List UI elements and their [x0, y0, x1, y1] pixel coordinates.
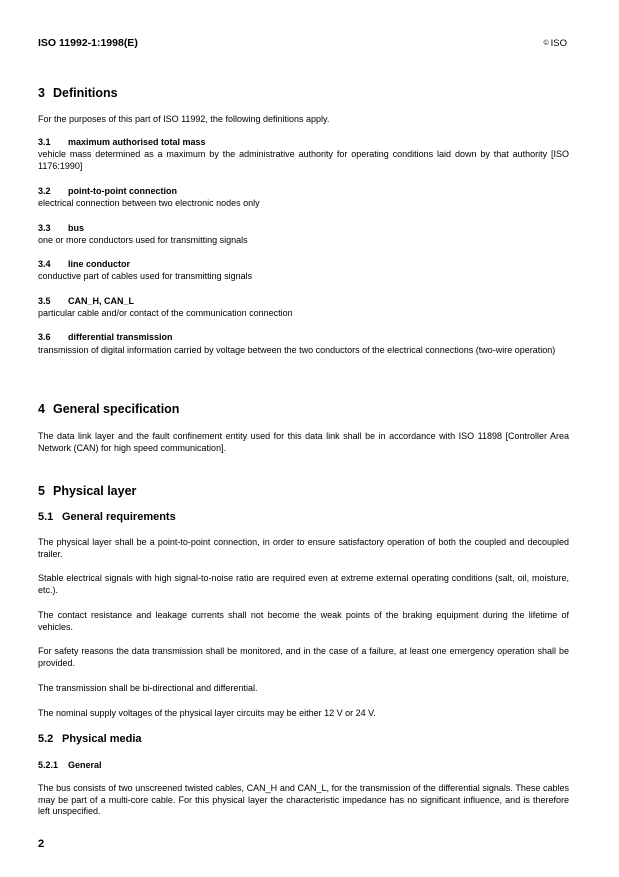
section-3-heading: [38, 86, 118, 100]
term-number: 3.6: [38, 332, 51, 342]
term-name: CAN_H, CAN_L: [68, 296, 135, 306]
copyright-holder: ISO: [550, 38, 567, 49]
section-title: General specification: [53, 402, 180, 416]
term-3-5: [38, 296, 134, 307]
term-3-1-definition: vehicle mass determined as a maximum by the administrative authority for operating conditions laid down by that authority [ISO 1176:1990]: [38, 149, 569, 171]
section-5-2-1-body: The bus consists of two unscreened twisted cables, CAN_H and CAN_L, for the transmission of the differential signals. These cables may be part of a multi-core cable. For this physical layer the characteristic impedance has no significant influence, and is therefore left unspecified.: [38, 783, 569, 817]
section-4-body: The data link layer and the fault confinement entity used for this data link shall be in accordance with ISO 11898 [Controller Area Network (CAN) for high speed communication].: [38, 431, 569, 453]
term-3-4: [38, 259, 130, 270]
subsection-number: 5.2.1: [38, 760, 59, 770]
section-number: 3: [38, 86, 45, 100]
subsection-number: 5.1: [38, 511, 54, 523]
term-3-5-definition: particular cable and/or contact of the communication connection: [38, 308, 293, 318]
paragraph: The transmission shall be bi-directional and differential.: [38, 683, 258, 693]
term-3-3: [38, 223, 84, 234]
section-title: Definitions: [53, 86, 118, 100]
section-4-heading: [38, 402, 179, 416]
paragraph: The contact resistance and leakage currents shall not become the weak points of the braking equipment during the lifetime of vehicles.: [38, 610, 569, 632]
term-number: 3.4: [38, 259, 51, 269]
term-3-4-definition: conductive part of cables used for transmitting signals: [38, 271, 253, 281]
term-number: 3.5: [38, 296, 51, 306]
term-number: 3.2: [38, 186, 51, 196]
page-number: 2: [38, 838, 45, 850]
subsection-5-2-heading: [38, 733, 142, 745]
paragraph: For safety reasons the data transmission shall be monitored, and in the case of a failure, at least one emergency operation shall be provided.: [38, 646, 569, 668]
term-3-3-definition: one or more conductors used for transmitting signals: [38, 235, 248, 245]
term-3-2-definition: electrical connection between two electronic nodes only: [38, 198, 260, 208]
subsection-number: 5.2: [38, 733, 54, 745]
section-title: Physical layer: [53, 484, 137, 498]
subsection-5-2-1-heading: [38, 760, 102, 770]
copyright-notice: [543, 38, 567, 49]
subsection-title: General requirements: [62, 511, 176, 523]
section-number: 5: [38, 484, 45, 498]
term-name: maximum authorised total mass: [68, 137, 206, 147]
term-3-6: [38, 332, 173, 343]
subsection-title: Physical media: [62, 733, 142, 745]
copyright-symbol: ©: [543, 40, 549, 47]
section-number: 4: [38, 402, 45, 416]
term-3-6-definition: transmission of digital information carried by voltage between the two conductors of the electrical connections (two-wire operation): [38, 345, 556, 355]
section-5-heading: [38, 484, 136, 498]
paragraph: Stable electrical signals with high signal-to-noise ratio are required even at extreme external operating conditions (salt, oil, moisture, etc.).: [38, 573, 569, 595]
term-3-1: [38, 137, 206, 148]
paragraph: The physical layer shall be a point-to-point connection, in order to ensure satisfactory operation of both the coupled and decoupled trailer.: [38, 537, 569, 559]
term-number: 3.3: [38, 223, 51, 233]
document-id: ISO 11992-1:1998(E): [38, 37, 138, 49]
section-3-intro: For the purposes of this part of ISO 11992, the following definitions apply.: [38, 114, 330, 124]
subsection-5-1-heading: [38, 511, 176, 523]
term-name: bus: [68, 223, 85, 233]
term-number: 3.1: [38, 137, 51, 147]
term-name: line conductor: [68, 259, 131, 269]
term-name: differential transmission: [68, 332, 173, 342]
paragraph: The nominal supply voltages of the physical layer circuits may be either 12 V or 24 V.: [38, 708, 376, 718]
term-name: point-to-point connection: [68, 186, 177, 196]
subsection-title: General: [68, 760, 102, 770]
term-3-2: [38, 186, 177, 197]
